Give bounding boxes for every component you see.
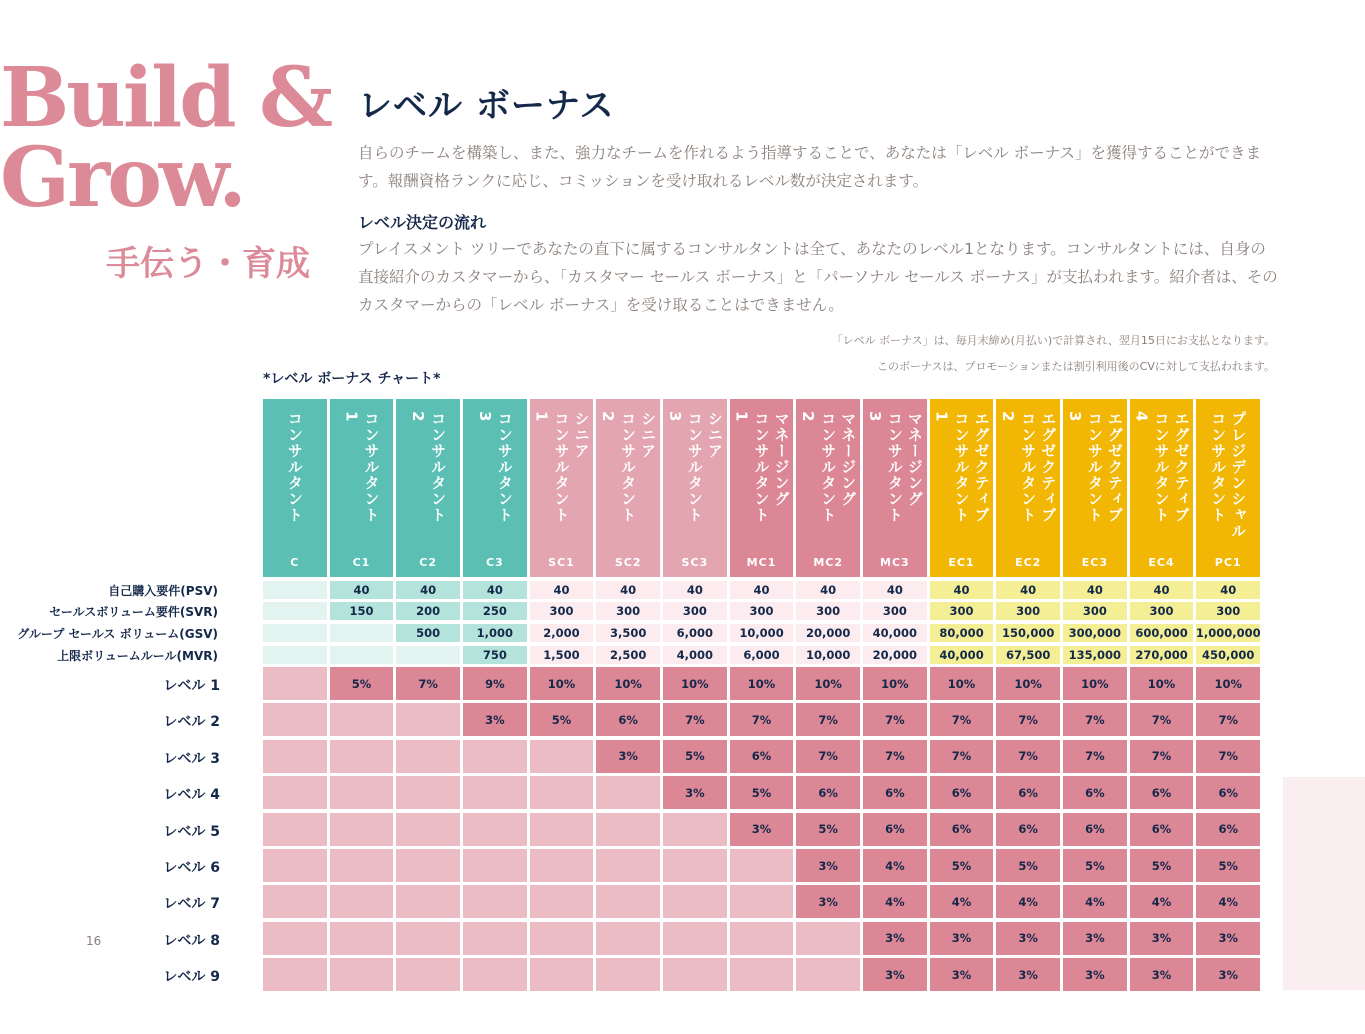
requirement-cell: 40 bbox=[796, 581, 860, 599]
level-cell bbox=[596, 885, 660, 918]
level-cell: 4% bbox=[863, 885, 927, 918]
level-cell: 10% bbox=[596, 667, 660, 700]
level-cell bbox=[463, 813, 527, 846]
requirement-cell: 750 bbox=[463, 646, 527, 664]
level-cell: 9% bbox=[463, 667, 527, 700]
level-cell: 3% bbox=[1130, 922, 1194, 955]
decorative-panel bbox=[1283, 777, 1365, 990]
level-cell: 3% bbox=[996, 958, 1060, 991]
level-cell: 6% bbox=[796, 776, 860, 809]
level-cell: 10% bbox=[796, 667, 860, 700]
level-cell bbox=[730, 849, 794, 882]
requirement-cell: 1,000,000 bbox=[1195, 626, 1261, 640]
level-cell: 7% bbox=[863, 703, 927, 736]
level-cell: 3% bbox=[596, 740, 660, 773]
level-cell bbox=[396, 813, 460, 846]
level-cell bbox=[796, 922, 860, 955]
level-cell bbox=[330, 922, 394, 955]
rank-header-ec2 bbox=[996, 399, 1060, 577]
requirement-cell: 40 bbox=[396, 581, 460, 599]
level-cell bbox=[596, 958, 660, 991]
level-cell: 5% bbox=[1196, 849, 1260, 882]
requirement-cell: 6,000 bbox=[730, 646, 794, 664]
rank-name: マネージング コンサルタント 3 bbox=[865, 411, 924, 523]
level-label: レベル 8 bbox=[163, 932, 220, 949]
requirement-cell: 250 bbox=[463, 602, 527, 620]
level-cell bbox=[330, 813, 394, 846]
level-label: レベル 5 bbox=[163, 823, 220, 840]
rank-name: コンサルタント 2 bbox=[409, 411, 448, 523]
rank-code: MC3 bbox=[880, 556, 910, 569]
level-cell: 5% bbox=[796, 813, 860, 846]
level-cell bbox=[663, 958, 727, 991]
rank-code: SC1 bbox=[548, 556, 575, 569]
rank-header-mc2 bbox=[796, 399, 860, 577]
level-cell: 7% bbox=[930, 740, 994, 773]
rank-code: C bbox=[290, 556, 300, 569]
intro-section bbox=[358, 78, 1278, 319]
rank-header-ec4 bbox=[1130, 399, 1194, 577]
level-cell: 7% bbox=[1063, 703, 1127, 736]
page-title: レベル ボーナス bbox=[358, 86, 615, 126]
level-cell: 3% bbox=[463, 703, 527, 736]
level-cell bbox=[330, 958, 394, 991]
level-label: レベル 2 bbox=[163, 714, 220, 731]
level-cell: 10% bbox=[863, 667, 927, 700]
level-cell: 10% bbox=[930, 667, 994, 700]
requirement-cell: 2,000 bbox=[530, 624, 594, 642]
level-cell: 6% bbox=[1063, 813, 1127, 846]
cv-note: このボーナスは、プロモーションまたは割引利用後のCVに対して支払われます。 bbox=[876, 360, 1275, 373]
level-cell bbox=[396, 922, 460, 955]
level-cell: 7% bbox=[996, 740, 1060, 773]
rank-header-ec1 bbox=[930, 399, 994, 577]
rank-header-sc2 bbox=[596, 399, 660, 577]
rank-name: コンサルタント 3 bbox=[475, 411, 514, 523]
requirement-cell: 40,000 bbox=[930, 646, 994, 664]
requirement-cell: 40 bbox=[1063, 581, 1127, 599]
level-cell bbox=[596, 813, 660, 846]
rank-code: C1 bbox=[352, 556, 371, 569]
level-cell: 3% bbox=[863, 922, 927, 955]
level-cell bbox=[463, 885, 527, 918]
requirement-cell: 600,000 bbox=[1130, 624, 1194, 642]
level-cell: 6% bbox=[1196, 776, 1260, 809]
rank-code: MC1 bbox=[746, 556, 777, 569]
rank-code: SC2 bbox=[614, 556, 642, 569]
requirement-cell: 2,500 bbox=[596, 646, 660, 664]
level-cell: 6% bbox=[1196, 813, 1260, 846]
requirement-cell: 10,000 bbox=[730, 624, 794, 642]
rank-name: コンサルタント 1 bbox=[342, 411, 381, 523]
level-cell: 6% bbox=[1130, 813, 1194, 846]
rank-header-c1 bbox=[330, 399, 394, 577]
level-cell bbox=[396, 958, 460, 991]
level-cell: 3% bbox=[663, 776, 727, 809]
hero-line-2: Grow. bbox=[0, 130, 244, 226]
level-cell: 7% bbox=[663, 703, 727, 736]
rank-name: マネージング コンサルタント 2 bbox=[799, 411, 858, 523]
level-cell bbox=[730, 922, 794, 955]
requirement-label: 上限ボリュームルール(MVR) bbox=[57, 649, 218, 663]
level-cell bbox=[730, 885, 794, 918]
requirement-cell: 40 bbox=[930, 581, 994, 599]
requirement-cell: 40,000 bbox=[863, 624, 927, 642]
level-cell: 5% bbox=[930, 849, 994, 882]
requirement-cell: 80,000 bbox=[930, 624, 994, 642]
level-cell bbox=[263, 922, 327, 955]
level-cell bbox=[330, 740, 394, 773]
rank-name: シニア コンサルタント 1 bbox=[532, 411, 591, 523]
level-cell: 7% bbox=[1196, 740, 1260, 773]
level-label: レベル 4 bbox=[163, 787, 220, 804]
level-cell: 5% bbox=[730, 776, 794, 809]
rank-code: SC3 bbox=[681, 556, 709, 569]
level-cell bbox=[530, 776, 594, 809]
level-cell bbox=[596, 776, 660, 809]
requirement-cell: 6,000 bbox=[663, 624, 727, 642]
level-cell bbox=[463, 776, 527, 809]
level-label: レベル 7 bbox=[163, 896, 220, 913]
level-label: レベル 1 bbox=[163, 678, 220, 694]
level-cell bbox=[530, 849, 594, 882]
requirement-cell: 40 bbox=[730, 581, 794, 599]
level-cell: 4% bbox=[930, 885, 994, 918]
requirement-cell: 300 bbox=[1196, 602, 1260, 620]
chart-title: *レベル ボーナス チャート* bbox=[263, 371, 441, 387]
level-cell: 7% bbox=[930, 703, 994, 736]
level-cell: 10% bbox=[530, 667, 594, 700]
level-cell bbox=[463, 958, 527, 991]
level-cell: 6% bbox=[730, 740, 794, 773]
requirement-cell: 300 bbox=[996, 602, 1060, 620]
level-cell bbox=[463, 740, 527, 773]
rank-code: C3 bbox=[485, 556, 504, 569]
rank-name: エグゼクティブ コンサルタント 3 bbox=[1065, 411, 1124, 523]
requirement-cell: 300,000 bbox=[1063, 624, 1127, 642]
requirement-cell: 40 bbox=[1130, 581, 1194, 599]
level-cell bbox=[396, 740, 460, 773]
requirement-cell: 150,000 bbox=[996, 624, 1060, 642]
level-cell: 7% bbox=[1130, 740, 1194, 773]
requirement-cell: 300 bbox=[1130, 602, 1194, 620]
payment-note: 「レベル ボーナス」は、毎月末締め(月払い)で計算され、翌月15日にお支払となります。 bbox=[831, 334, 1275, 347]
requirement-cell: 40 bbox=[463, 581, 527, 599]
level-cell bbox=[263, 703, 327, 736]
rank-code: MC2 bbox=[813, 556, 844, 569]
level-cell: 7% bbox=[996, 703, 1060, 736]
level-cell bbox=[330, 776, 394, 809]
level-cell: 6% bbox=[996, 813, 1060, 846]
level-cell bbox=[263, 813, 327, 846]
level-cell bbox=[530, 922, 594, 955]
requirement-cell: 3,500 bbox=[596, 624, 660, 642]
rank-header-c2 bbox=[396, 399, 460, 577]
level-cell: 3% bbox=[1063, 922, 1127, 955]
rank-code: EC3 bbox=[1081, 556, 1108, 569]
level-cell: 5% bbox=[330, 667, 394, 700]
requirement-cell: 20,000 bbox=[863, 646, 927, 664]
level-cell: 5% bbox=[663, 740, 727, 773]
hero-subtitle: 手伝う・育成 bbox=[106, 244, 310, 284]
level-cell bbox=[463, 849, 527, 882]
rank-header-mc1 bbox=[730, 399, 794, 577]
level-cell: 4% bbox=[996, 885, 1060, 918]
requirement-cell: 40 bbox=[663, 581, 727, 599]
requirement-cell: 300 bbox=[663, 602, 727, 620]
rank-code: C2 bbox=[419, 556, 438, 569]
requirement-cell: 40 bbox=[1196, 581, 1260, 599]
rank-header-ec3 bbox=[1063, 399, 1127, 577]
level-cell: 3% bbox=[1196, 922, 1260, 955]
rank-code: PC1 bbox=[1214, 556, 1242, 569]
level-cell bbox=[396, 849, 460, 882]
level-cell: 6% bbox=[996, 776, 1060, 809]
requirement-cell: 200 bbox=[396, 602, 460, 620]
level-cell: 7% bbox=[863, 740, 927, 773]
level-cell: 4% bbox=[863, 849, 927, 882]
level-cell bbox=[330, 885, 394, 918]
level-cell: 6% bbox=[930, 776, 994, 809]
rank-header-mc3 bbox=[863, 399, 927, 577]
level-cell: 5% bbox=[996, 849, 1060, 882]
rank-header-pc1 bbox=[1196, 399, 1260, 577]
level-cell: 10% bbox=[663, 667, 727, 700]
rank-header-c bbox=[263, 399, 327, 577]
requirement-cell bbox=[263, 624, 327, 642]
rank-code: EC1 bbox=[948, 556, 975, 569]
intro-paragraph: 自らのチームを構築し、また、強力なチームを作れるよう指導することで、あなたは「レベル ボーナス」を獲得することができます。報酬資格ランクに応じ、コミッションを受け取れるレベル数が決定されます。 bbox=[358, 144, 1262, 190]
requirement-label: グループ セールス ボリューム(GSV) bbox=[17, 627, 218, 641]
level-cell: 3% bbox=[1063, 958, 1127, 991]
level-cell: 3% bbox=[796, 885, 860, 918]
requirement-label: 自己購入要件(PSV) bbox=[108, 584, 218, 598]
requirement-cell: 20,000 bbox=[796, 624, 860, 642]
requirement-cell: 1,500 bbox=[530, 646, 594, 664]
level-cell: 5% bbox=[530, 703, 594, 736]
requirement-cell: 300 bbox=[796, 602, 860, 620]
level-cell bbox=[663, 813, 727, 846]
level-cell bbox=[263, 885, 327, 918]
requirement-cell: 150 bbox=[330, 602, 394, 620]
level-cell bbox=[263, 958, 327, 991]
level-cell: 3% bbox=[730, 813, 794, 846]
requirement-label: セールスボリューム要件(SVR) bbox=[49, 605, 218, 619]
level-cell bbox=[396, 703, 460, 736]
level-cell: 10% bbox=[1063, 667, 1127, 700]
level-cell: 3% bbox=[930, 958, 994, 991]
level-cell: 7% bbox=[1196, 703, 1260, 736]
level-cell: 3% bbox=[1196, 958, 1260, 991]
requirement-cell: 40 bbox=[330, 581, 394, 599]
level-cell: 7% bbox=[796, 703, 860, 736]
level-cell bbox=[730, 958, 794, 991]
requirement-cell: 300 bbox=[1063, 602, 1127, 620]
level-cell: 7% bbox=[396, 667, 460, 700]
level-cell: 5% bbox=[1130, 849, 1194, 882]
level-cell bbox=[663, 885, 727, 918]
level-cell: 4% bbox=[1130, 885, 1194, 918]
level-cell: 10% bbox=[730, 667, 794, 700]
level-label: レベル 6 bbox=[163, 860, 220, 876]
level-cell bbox=[330, 703, 394, 736]
requirement-cell: 40 bbox=[996, 581, 1060, 599]
rank-header-c3 bbox=[463, 399, 527, 577]
requirement-cell: 300 bbox=[930, 602, 994, 620]
rank-name: シニア コンサルタント 2 bbox=[599, 411, 658, 523]
level-cell bbox=[396, 885, 460, 918]
level-cell bbox=[796, 958, 860, 991]
requirement-cell: 40 bbox=[530, 581, 594, 599]
level-cell: 4% bbox=[1196, 885, 1260, 918]
rank-name: エグゼクティブ コンサルタント 1 bbox=[932, 411, 991, 523]
requirement-cell: 40 bbox=[863, 581, 927, 599]
level-cell: 7% bbox=[796, 740, 860, 773]
requirement-cell: 300 bbox=[530, 602, 594, 620]
level-cell bbox=[263, 667, 327, 700]
level-cell: 5% bbox=[1063, 849, 1127, 882]
requirement-cell: 300 bbox=[863, 602, 927, 620]
hero-block bbox=[0, 50, 331, 284]
requirement-cell bbox=[396, 646, 460, 664]
rank-name: エグゼクティブ コンサルタント 4 bbox=[1132, 411, 1191, 523]
requirement-cell bbox=[263, 646, 327, 664]
rank-name: エグゼクティブ コンサルタント 2 bbox=[999, 411, 1058, 523]
requirement-cell: 270,000 bbox=[1130, 646, 1194, 664]
level-cell bbox=[330, 849, 394, 882]
requirement-cell: 300 bbox=[596, 602, 660, 620]
level-cell: 6% bbox=[1063, 776, 1127, 809]
level-cell: 10% bbox=[1196, 667, 1260, 700]
level-cell: 7% bbox=[1063, 740, 1127, 773]
requirement-cell bbox=[330, 624, 394, 642]
requirement-cell: 67,500 bbox=[996, 646, 1060, 664]
level-cell: 3% bbox=[930, 922, 994, 955]
requirement-cell: 10,000 bbox=[796, 646, 860, 664]
requirement-cell bbox=[263, 581, 327, 599]
level-cell bbox=[663, 849, 727, 882]
level-label: レベル 9 bbox=[163, 969, 220, 986]
level-cell bbox=[596, 922, 660, 955]
requirement-cell: 450,000 bbox=[1196, 646, 1260, 664]
rank-header-sc3 bbox=[663, 399, 727, 577]
level-cell bbox=[263, 776, 327, 809]
requirement-cell: 40 bbox=[596, 581, 660, 599]
hero-line-1: Build & bbox=[0, 50, 331, 146]
requirement-cell: 500 bbox=[396, 624, 460, 642]
level-cell bbox=[596, 849, 660, 882]
level-cell bbox=[263, 849, 327, 882]
level-cell bbox=[530, 958, 594, 991]
requirement-cell: 1,000 bbox=[463, 624, 527, 642]
rank-name: シニア コンサルタント 3 bbox=[665, 411, 724, 523]
level-cell: 7% bbox=[730, 703, 794, 736]
level-cell bbox=[396, 776, 460, 809]
requirement-cell bbox=[263, 602, 327, 620]
level-cell: 3% bbox=[863, 958, 927, 991]
level-cell: 6% bbox=[930, 813, 994, 846]
requirement-cell bbox=[330, 646, 394, 664]
level-cell bbox=[463, 922, 527, 955]
level-cell: 3% bbox=[1130, 958, 1194, 991]
page-number: 16 bbox=[86, 934, 102, 948]
level-cell bbox=[263, 740, 327, 773]
level-label: レベル 3 bbox=[163, 750, 220, 767]
level-cell: 10% bbox=[996, 667, 1060, 700]
rank-code: EC2 bbox=[1015, 556, 1042, 569]
requirement-cell: 4,000 bbox=[663, 646, 727, 664]
level-cell: 4% bbox=[1063, 885, 1127, 918]
rank-name: マネージング コンサルタント 1 bbox=[732, 411, 791, 523]
rank-header-sc1 bbox=[530, 399, 594, 577]
level-cell: 7% bbox=[1130, 703, 1194, 736]
rank-name: プレジデンシャル コンサルタント bbox=[1209, 411, 1248, 539]
requirement-cell: 300 bbox=[730, 602, 794, 620]
level-cell: 3% bbox=[796, 849, 860, 882]
level-cell: 6% bbox=[863, 813, 927, 846]
section-subheading: レベル決定の流れ bbox=[358, 213, 487, 232]
level-cell bbox=[530, 813, 594, 846]
level-cell bbox=[530, 740, 594, 773]
level-flow-paragraph: プレイスメント ツリーであなたの直下に属するコンサルタントは全て、あなたのレベル1となります。コンサルタントには、自身の直接紹介のカスタマーから、「カスタマー セールス ボーナス」と「パーソナル セールス ボーナス」が支払われます。紹介者は、そのカスタマーからの「レベル ボーナス」を受け取ることはできません。 bbox=[358, 240, 1278, 314]
level-cell: 3% bbox=[996, 922, 1060, 955]
requirement-cell: 135,000 bbox=[1063, 646, 1127, 664]
rank-code: EC4 bbox=[1148, 556, 1175, 569]
level-cell: 10% bbox=[1130, 667, 1194, 700]
level-cell: 6% bbox=[596, 703, 660, 736]
level-cell bbox=[663, 922, 727, 955]
level-cell: 6% bbox=[863, 776, 927, 809]
rank-name: コンサルタント bbox=[285, 411, 304, 523]
level-cell bbox=[530, 885, 594, 918]
level-cell: 6% bbox=[1130, 776, 1194, 809]
